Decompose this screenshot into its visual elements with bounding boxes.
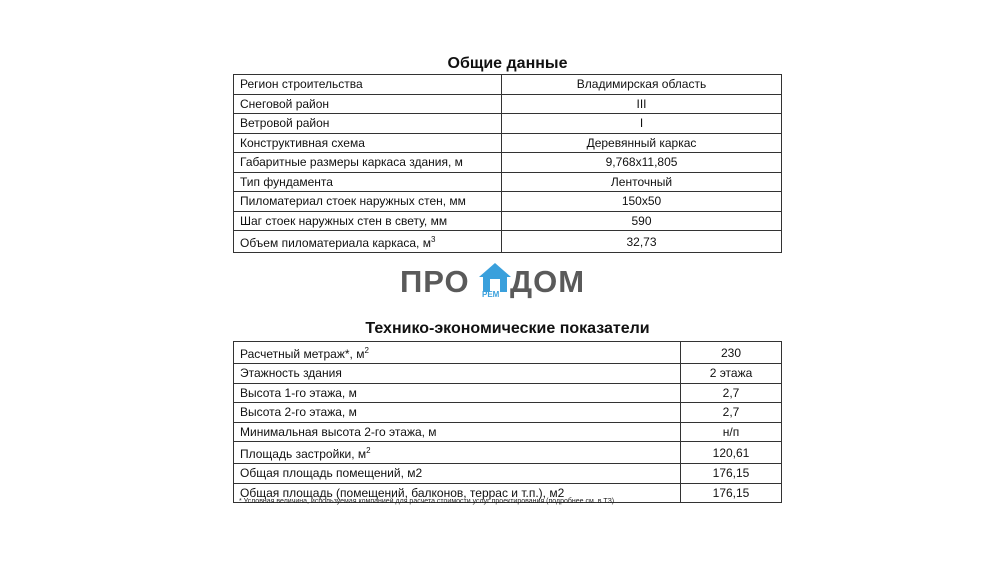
- row-label: Высота 1-го этажа, м: [234, 383, 681, 403]
- row-value: 120,61: [681, 442, 782, 464]
- row-value: 150x50: [502, 192, 782, 212]
- row-label: Ветровой район: [234, 114, 502, 134]
- row-label: Конструктивная схема: [234, 133, 502, 153]
- table-row: [234, 422, 782, 442]
- row-label: Этажность здания: [234, 364, 681, 384]
- row-value: 2 этажа: [681, 364, 782, 384]
- table-row: [234, 172, 782, 192]
- tech-indicators-title: Технико-экономические показатели: [365, 320, 650, 337]
- table-row: [234, 211, 782, 231]
- logo-text-right: ДОМ: [510, 264, 586, 299]
- table-row: [234, 192, 782, 212]
- row-label: [234, 442, 681, 464]
- table-row: [234, 114, 782, 134]
- row-value: Ленточный: [502, 172, 782, 192]
- row-value: 9,768x11,805: [502, 153, 782, 173]
- footnote: * Условная величина, используемая компанией для расчета стоимости услуг проектирования (подробнее см. в ТЗ): [239, 498, 615, 505]
- row-label-text: Объем пиломатериала каркаса, м: [240, 236, 431, 250]
- row-label: Минимальная высота 2-го этажа, м: [234, 422, 681, 442]
- logo-subtext: РЕМ: [482, 290, 500, 299]
- row-value: Владимирская область: [502, 75, 782, 95]
- row-label: Регион строительства: [234, 75, 502, 95]
- table-row: [234, 403, 782, 423]
- row-label: Шаг стоек наружных стен в свету, мм: [234, 211, 502, 231]
- row-label: Пиломатериал стоек наружных стен, мм: [234, 192, 502, 212]
- row-label: Общая площадь (помещений, балконов, террас и т.п.), м2: [234, 483, 681, 503]
- row-value: 176,15: [681, 464, 782, 484]
- row-value: н/п: [681, 422, 782, 442]
- tech-indicators-table: [233, 341, 782, 503]
- table-row: [234, 464, 782, 484]
- logo-text-left: ПРО: [400, 264, 470, 299]
- row-value: I: [502, 114, 782, 134]
- unit-superscript: 2: [366, 446, 371, 455]
- table-row: [234, 153, 782, 173]
- row-value: 2,7: [681, 383, 782, 403]
- prodom-logo: [400, 262, 600, 302]
- general-data-title: Общие данные: [447, 55, 568, 72]
- row-label: [234, 342, 681, 364]
- unit-superscript: 2: [364, 346, 369, 355]
- row-value: 176,15: [681, 483, 782, 503]
- table-row: [234, 364, 782, 384]
- row-label: Высота 2-го этажа, м: [234, 403, 681, 423]
- unit-superscript: 3: [430, 235, 436, 244]
- table-row: [234, 133, 782, 153]
- row-value: III: [502, 94, 782, 114]
- row-value: Деревянный каркас: [502, 133, 782, 153]
- table-row: [234, 342, 782, 364]
- row-label: [234, 231, 502, 253]
- table-row: [234, 94, 782, 114]
- row-label: Тип фундамента: [234, 172, 502, 192]
- table-row: [234, 231, 782, 253]
- table-row: [234, 383, 782, 403]
- row-value: 2,7: [681, 403, 782, 423]
- row-label: Снеговой район: [234, 94, 502, 114]
- row-label-text: Расчетный метраж*, м: [240, 347, 365, 361]
- row-label-text: Площадь застройки, м: [240, 447, 367, 461]
- row-value: 590: [502, 211, 782, 231]
- row-value: 230: [681, 342, 782, 364]
- row-label: Общая площадь помещений, м2: [234, 464, 681, 484]
- row-value: 32,73: [502, 231, 782, 253]
- table-row: [234, 442, 782, 464]
- row-label: Габаритные размеры каркаса здания, м: [234, 153, 502, 173]
- general-data-table: [233, 74, 782, 253]
- table-row: [234, 75, 782, 95]
